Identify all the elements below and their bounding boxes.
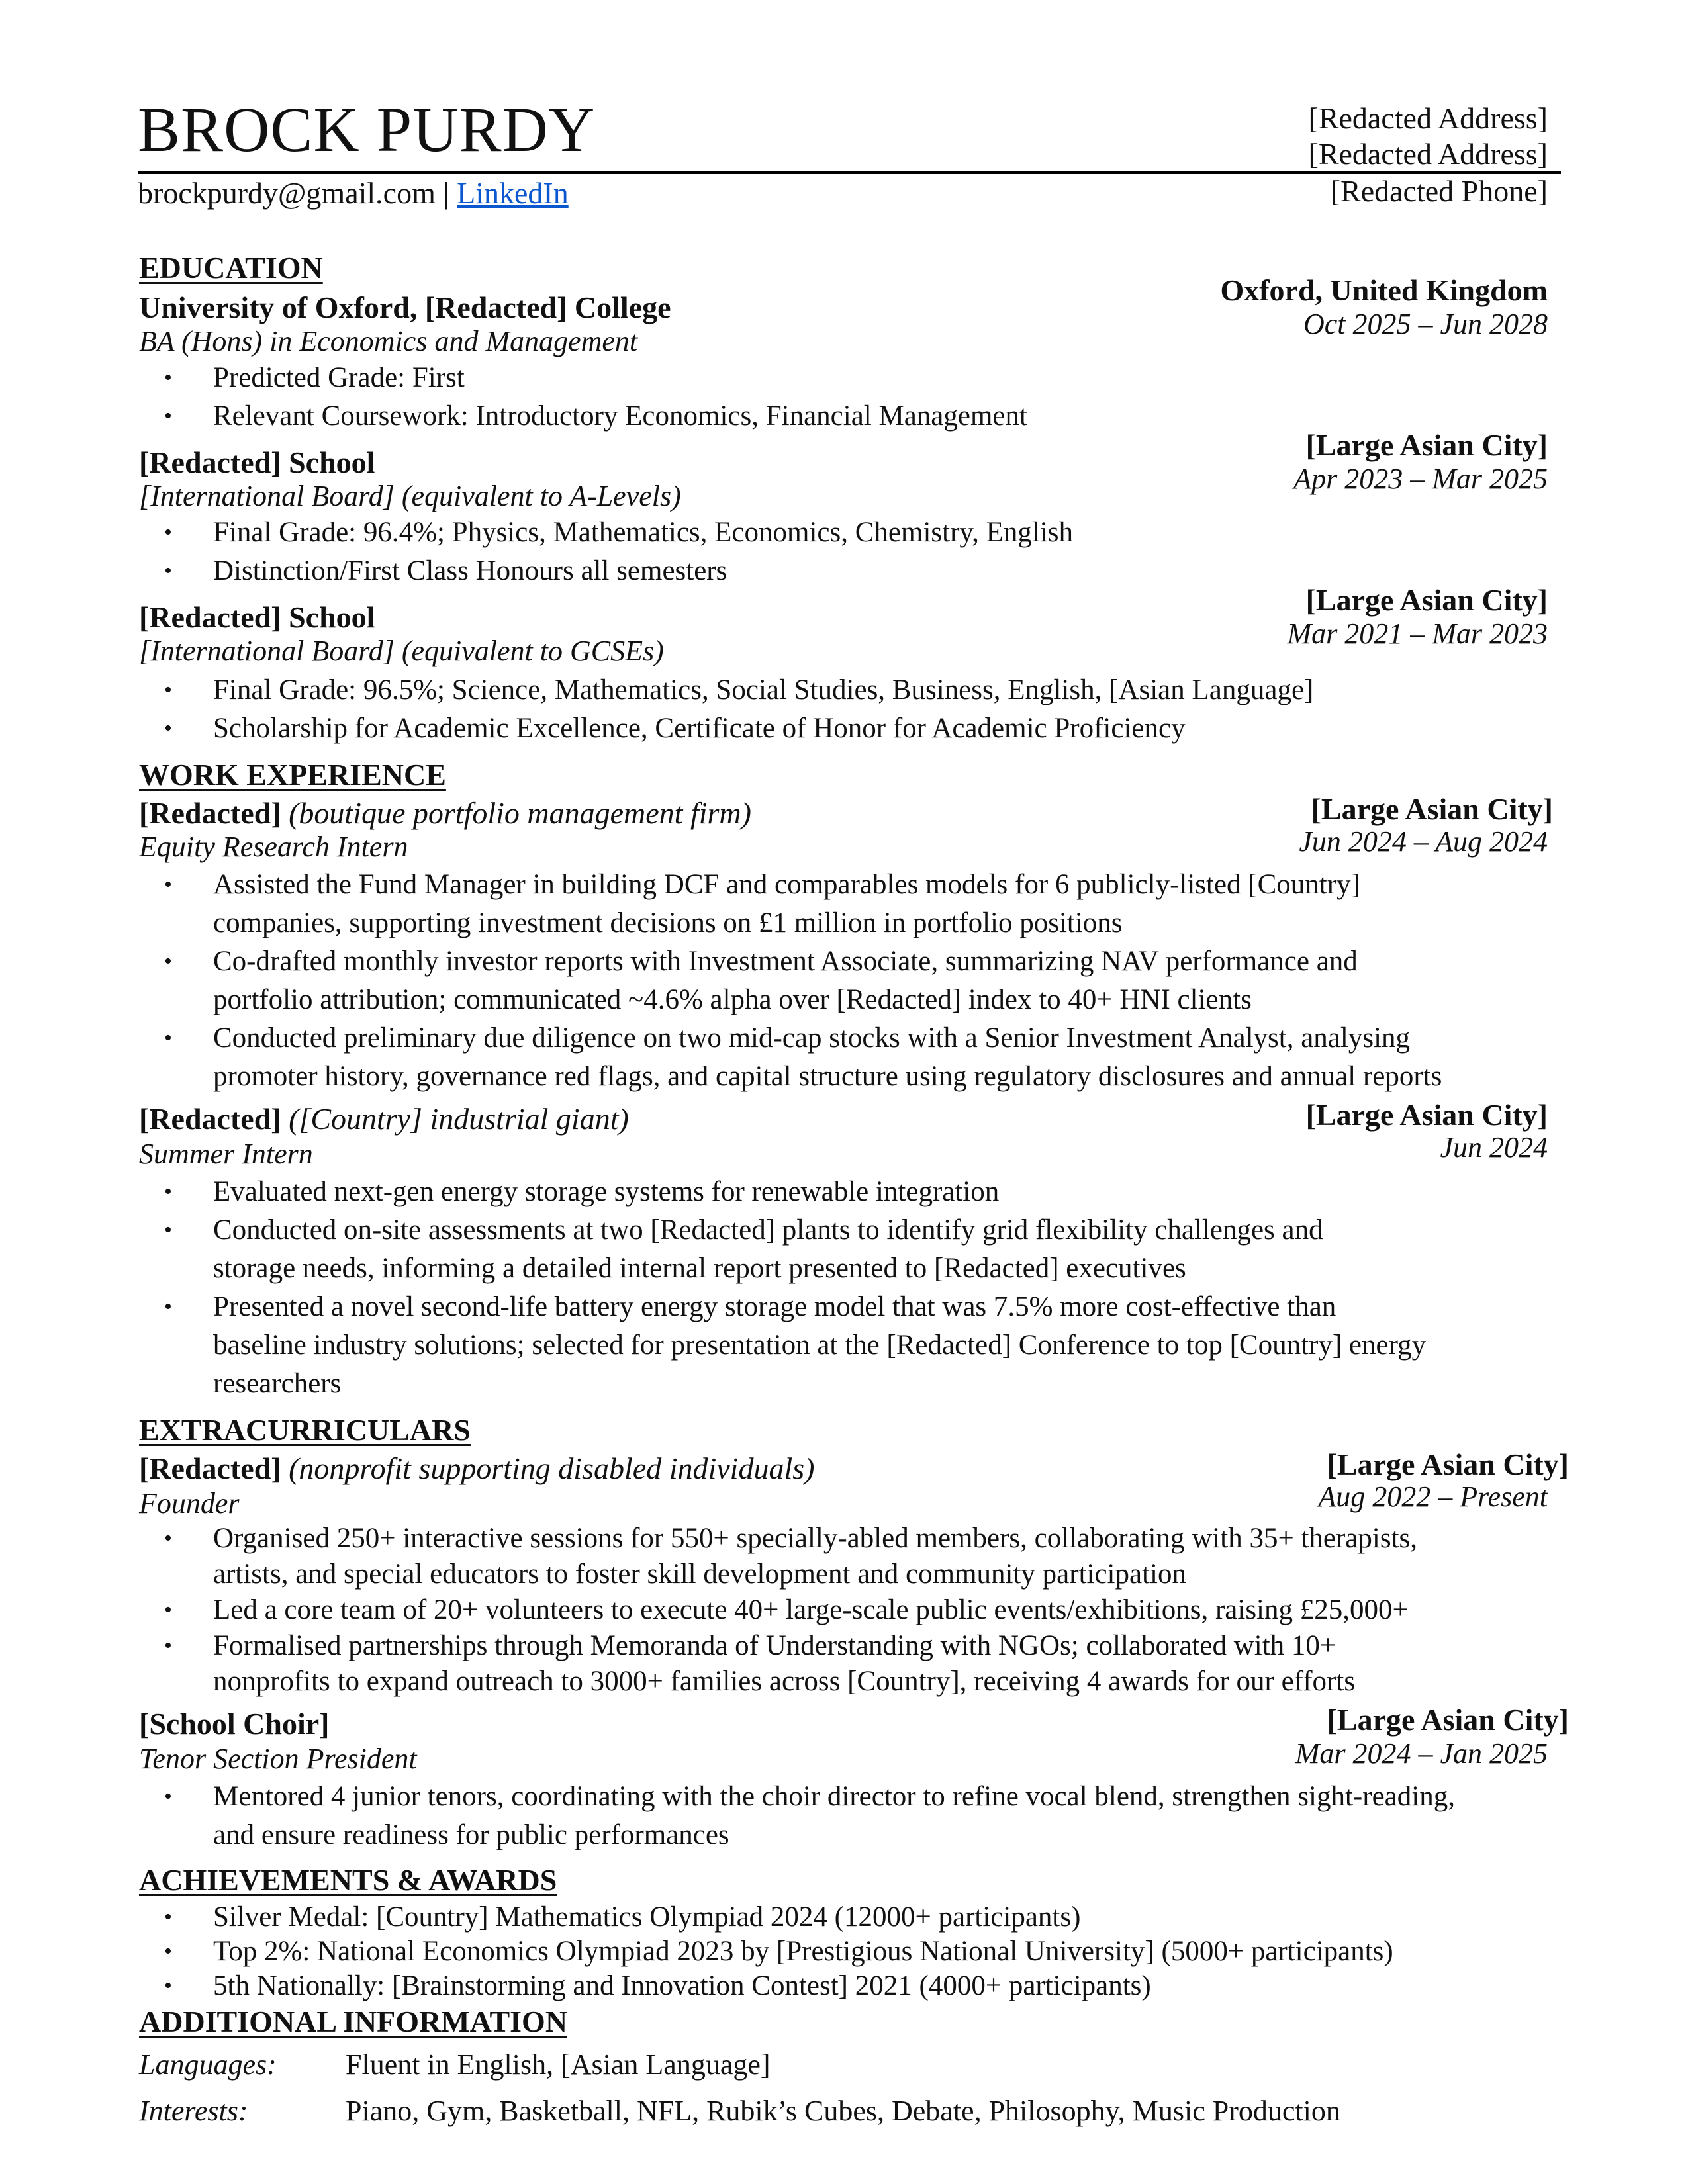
section-achievements-title: ACHIEVEMENTS & AWARDS [139, 1863, 557, 1897]
work-bullet: • Co-drafted monthly investor reports with Investment Associate, summarizing NAV performance and [213, 942, 1358, 981]
work-role: Equity Research Intern [139, 831, 408, 863]
languages-value: Fluent in English, [Asian Language] [346, 2048, 771, 2081]
education-org: [Redacted] School [139, 445, 375, 479]
work-date: Jun 2024 [1440, 1131, 1548, 1163]
extracurricular-bullet-continuation: artists, and special educators to foster skill development and community participation [213, 1559, 1186, 1590]
work-org-desc: (boutique portfolio management firm) [289, 796, 751, 830]
work-bullet-continuation: promoter history, governance red flags, and capital structure using regulatory disclosures and annual reports [213, 1061, 1442, 1092]
work-bullet-continuation: storage needs, informing a detailed internal report presented to [Redacted] executives [213, 1253, 1186, 1284]
work-bullet: • Evaluated next-gen energy storage systems for renewable integration [213, 1173, 999, 1211]
education-bullet: • Final Grade: 96.4%; Physics, Mathematics, Economics, Chemistry, English [213, 514, 1073, 552]
contact-line [138, 175, 569, 211]
candidate-name: BROCK PURDY [138, 94, 596, 165]
extracurricular-bullet: • Organised 250+ interactive sessions for 550+ specially-abled members, collaborating with 35+ therapists, [213, 1520, 1417, 1558]
work-bullet: • Assisted the Fund Manager in building DCF and comparables models for 6 publicly-listed [Country] [213, 866, 1360, 904]
work-org [139, 1104, 629, 1134]
work-location: [Large Asian City] [1311, 792, 1553, 826]
education-date: Mar 2021 – Mar 2023 [1287, 617, 1548, 650]
extracurricular-org-name: [School Choir] [139, 1707, 330, 1741]
education-org: University of Oxford, [Redacted] College [139, 291, 671, 324]
education-org: [Redacted] School [139, 600, 375, 634]
interests-value: Piano, Gym, Basketball, NFL, Rubik’s Cubes, Debate, Philosophy, Music Production [346, 2095, 1340, 2127]
education-location: [Large Asian City] [1305, 428, 1548, 462]
education-degree: BA (Hons) in Economics and Management [139, 325, 638, 357]
work-bullet: • Conducted preliminary due diligence on two mid-cap stocks with a Senior Investment Analyst, analysing [213, 1019, 1410, 1058]
extracurricular-org-desc: (nonprofit supporting disabled individuals) [289, 1451, 815, 1485]
extracurricular-location: [Large Asian City] [1327, 1703, 1569, 1737]
extracurricular-org-name: [Redacted] [139, 1451, 281, 1485]
extracurricular-date: Aug 2022 – Present [1318, 1480, 1548, 1513]
work-bullet-continuation: baseline industry solutions; selected for presentation at the [Redacted] Conference to top [Country] energy [213, 1330, 1427, 1361]
work-org [139, 798, 751, 829]
extracurricular-org [139, 1453, 814, 1484]
section-additional-title: ADDITIONAL INFORMATION [139, 2005, 568, 2038]
education-location: [Large Asian City] [1305, 583, 1548, 617]
work-role: Summer Intern [139, 1138, 313, 1170]
work-date: Jun 2024 – Aug 2024 [1299, 825, 1548, 858]
section-work-title: WORK EXPERIENCE [139, 758, 446, 792]
address-line-2: [Redacted Address] [1308, 137, 1548, 171]
achievement-bullet: • Top 2%: National Economics Olympiad 2023 by [Prestigious National University] (5000+ participants) [213, 1933, 1393, 1971]
education-bullet: • Scholarship for Academic Excellence, Certificate of Honor for Academic Proficiency [213, 709, 1186, 748]
phone: [Redacted Phone] [1330, 174, 1548, 208]
education-bullet: • Predicted Grade: First [213, 359, 465, 397]
extracurricular-bullet-continuation: nonprofits to expand outreach to 3000+ families across [Country], receiving 4 awards for our efforts [213, 1666, 1356, 1697]
education-bullet: • Final Grade: 96.5%; Science, Mathematics, Social Studies, Business, English, [Asian Language] [213, 671, 1313, 709]
work-bullet: • Conducted on-site assessments at two [Redacted] plants to identify grid flexibility challenges and [213, 1211, 1323, 1250]
extracurricular-bullet: • Formalised partnerships through Memoranda of Understanding with NGOs; collaborated with 10+ [213, 1627, 1336, 1665]
extracurricular-role: Founder [139, 1487, 240, 1520]
address-line-1: [Redacted Address] [1308, 101, 1548, 135]
achievement-bullet: • Silver Medal: [Country] Mathematics Olympiad 2024 (12000+ participants) [213, 1898, 1080, 1936]
work-bullet: • Presented a novel second-life battery energy storage model that was 7.5% more cost-effective than [213, 1288, 1336, 1326]
work-org-desc: ([Country] industrial giant) [289, 1102, 629, 1136]
section-education-title: EDUCATION [139, 251, 323, 285]
education-bullet: • Relevant Coursework: Introductory Economics, Financial Management [213, 397, 1027, 435]
linkedin-link[interactable]: LinkedIn [457, 176, 569, 210]
achievement-bullet: • 5th Nationally: [Brainstorming and Innovation Contest] 2021 (4000+ participants) [213, 1967, 1151, 2005]
education-date: Apr 2023 – Mar 2025 [1293, 463, 1548, 495]
email[interactable]: brockpurdy@gmail.com [138, 176, 436, 210]
work-location: [Large Asian City] [1305, 1098, 1548, 1132]
education-degree: [International Board] (equivalent to GCSEs) [139, 635, 664, 667]
work-bullet-continuation: researchers [213, 1368, 342, 1399]
extracurricular-date: Mar 2024 – Jan 2025 [1295, 1737, 1548, 1770]
work-org-name: [Redacted] [139, 796, 281, 830]
header-divider [138, 171, 1561, 174]
education-bullet: • Distinction/First Class Honours all semesters [213, 552, 727, 590]
work-bullet-continuation: portfolio attribution; communicated ~4.6% alpha over [Redacted] index to 40+ HNI clients [213, 984, 1252, 1015]
education-degree: [International Board] (equivalent to A-Levels) [139, 480, 681, 512]
extracurricular-bullet: • Led a core team of 20+ volunteers to execute 40+ large-scale public events/exhibitions, raising £25,000+ [213, 1591, 1409, 1629]
extracurricular-role: Tenor Section President [139, 1743, 417, 1775]
extracurricular-bullet: • Mentored 4 junior tenors, coordinating with the choir director to refine vocal blend, strengthen sight-reading, [213, 1778, 1455, 1816]
work-bullet-continuation: companies, supporting investment decisions on £1 million in portfolio positions [213, 907, 1123, 938]
extracurricular-org [139, 1709, 330, 1739]
education-date: Oct 2025 – Jun 2028 [1303, 308, 1548, 340]
contact-separator: | [435, 176, 457, 210]
work-org-name: [Redacted] [139, 1102, 281, 1136]
section-extracurriculars-title: EXTRACURRICULARS [139, 1413, 471, 1447]
interests-label: Interests: [139, 2095, 248, 2127]
extracurricular-location: [Large Asian City] [1327, 1447, 1569, 1481]
education-location: Oxford, United Kingdom [1220, 273, 1548, 307]
languages-label: Languages: [139, 2048, 277, 2081]
extracurricular-bullet-continuation: and ensure readiness for public performances [213, 1819, 729, 1850]
